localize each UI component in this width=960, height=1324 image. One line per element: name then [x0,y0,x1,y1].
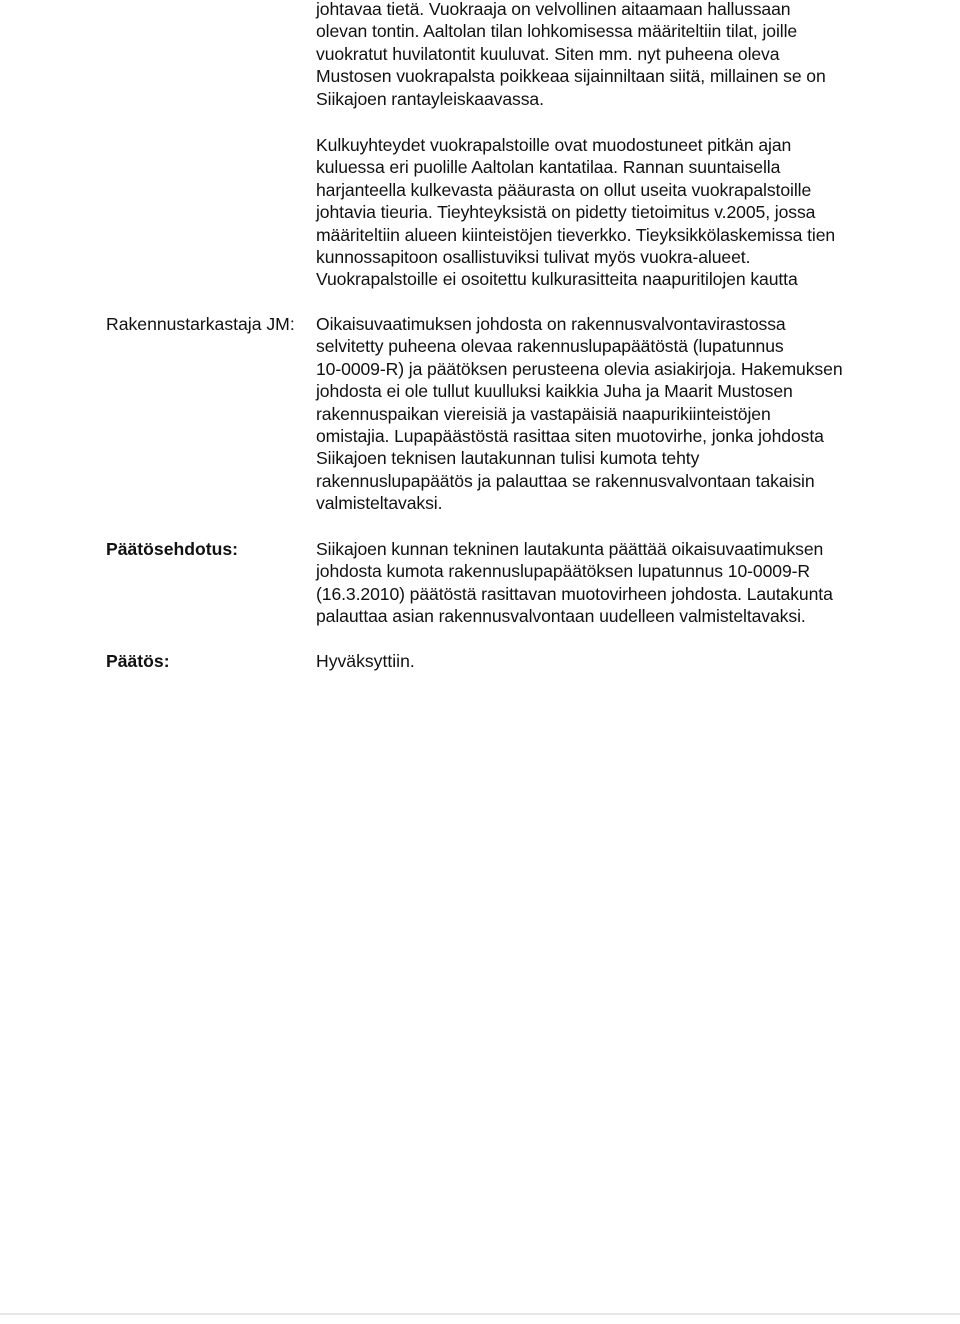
text-line: valmisteltavaksi. [316,493,443,514]
inspector-statement [316,313,843,515]
text-line: kunnossapitoon osallistuviksi tulivat myös vuokra-alueet. [316,247,751,268]
proposal-label: Päätösehdotus: [106,539,238,559]
text-line: rakennuslupapäätös ja palauttaa se rakennusvalvontaan takaisin [316,470,815,491]
text-line: 10-0009-R) ja päätöksen perusteena olevia asiakirjoja. Hakemuksen [316,358,843,379]
bottom-rule [0,1313,960,1315]
text-line: Vuokrapalstoille ei osoitettu kulkurasitteita naapuritilojen kautta [316,269,798,290]
text-line: johdosta kumota rakennuslupapäätöksen lupatunnus 10-0009-R [316,561,811,582]
text-line: Siikajoen kunnan tekninen lautakunta päättää oikaisuvaatimuksen [316,539,824,559]
decision-label: Päätös: [106,651,170,671]
decision-text: Hyväksyttiin. [316,651,415,671]
text-line: rakennuspaikan viereisiä ja vastapäisiä naapurikiinteistöjen [316,403,771,424]
text-line: omistajia. Lupapäästöstä rasittaa siten muotovirhe, jonka johdosta [316,426,824,447]
text-line: kuluessa eri puolille Aaltolan kantatilaa. Rannan suuntaisella [316,157,781,178]
text-line: olevan tontin. Aaltolan tilan lohkomisessa määriteltiin tilat, joille [316,21,798,42]
text-line: selvitetty puheena olevaa rakennuslupapäätöstä (lupatunnus [316,336,784,357]
text-line: Siikajoen teknisen lautakunnan tulisi kumota tehty [316,448,700,469]
text-line: Siikajoen rantayleiskaavassa. [316,88,544,109]
text-line: harjanteella kulkevasta pääurasta on ollut useita vuokrapalstoille [316,179,812,200]
access-paragraph [316,134,835,291]
inspector-label: Rakennustarkastaja JM: [106,314,295,334]
text-line: johdosta ei ole tullut kuulluksi kaikkia Juha ja Maarit Mustosen [316,381,793,402]
proposal-text [316,538,833,628]
text-line: (16.3.2010) päätöstä rasittavan muotovirheen johdosta. Lautakunta [316,583,833,604]
text-line: Kulkuyhteydet vuokrapalstoille ovat muodostuneet pitkän ajan [316,135,792,155]
text-line: Mustosen vuokrapalsta poikkeaa sijainniltaan siitä, millainen se on [316,66,826,87]
text-line: palauttaa asian rakennusvalvontaan uudelleen valmisteltavaksi. [316,606,806,627]
text-line: vuokratut huvilatontit kuuluvat. Siten mm. nyt puheena oleva [316,43,780,64]
text-line: johtavaa tietä. Vuokraaja on velvollinen aitaamaan hallussaan [316,0,791,19]
text-line: määriteltiin alueen kiinteistöjen tieverkko. Tieyksikkölaskemissa tien [316,224,836,245]
intro-paragraph [316,0,826,110]
text-line: Oikaisuvaatimuksen johdosta on rakennusvalvontavirastossa [316,314,786,334]
text-line: johtavia tieuria. Tieyhteyksistä on pidetty tietoimitus v.2005, jossa [316,202,816,223]
